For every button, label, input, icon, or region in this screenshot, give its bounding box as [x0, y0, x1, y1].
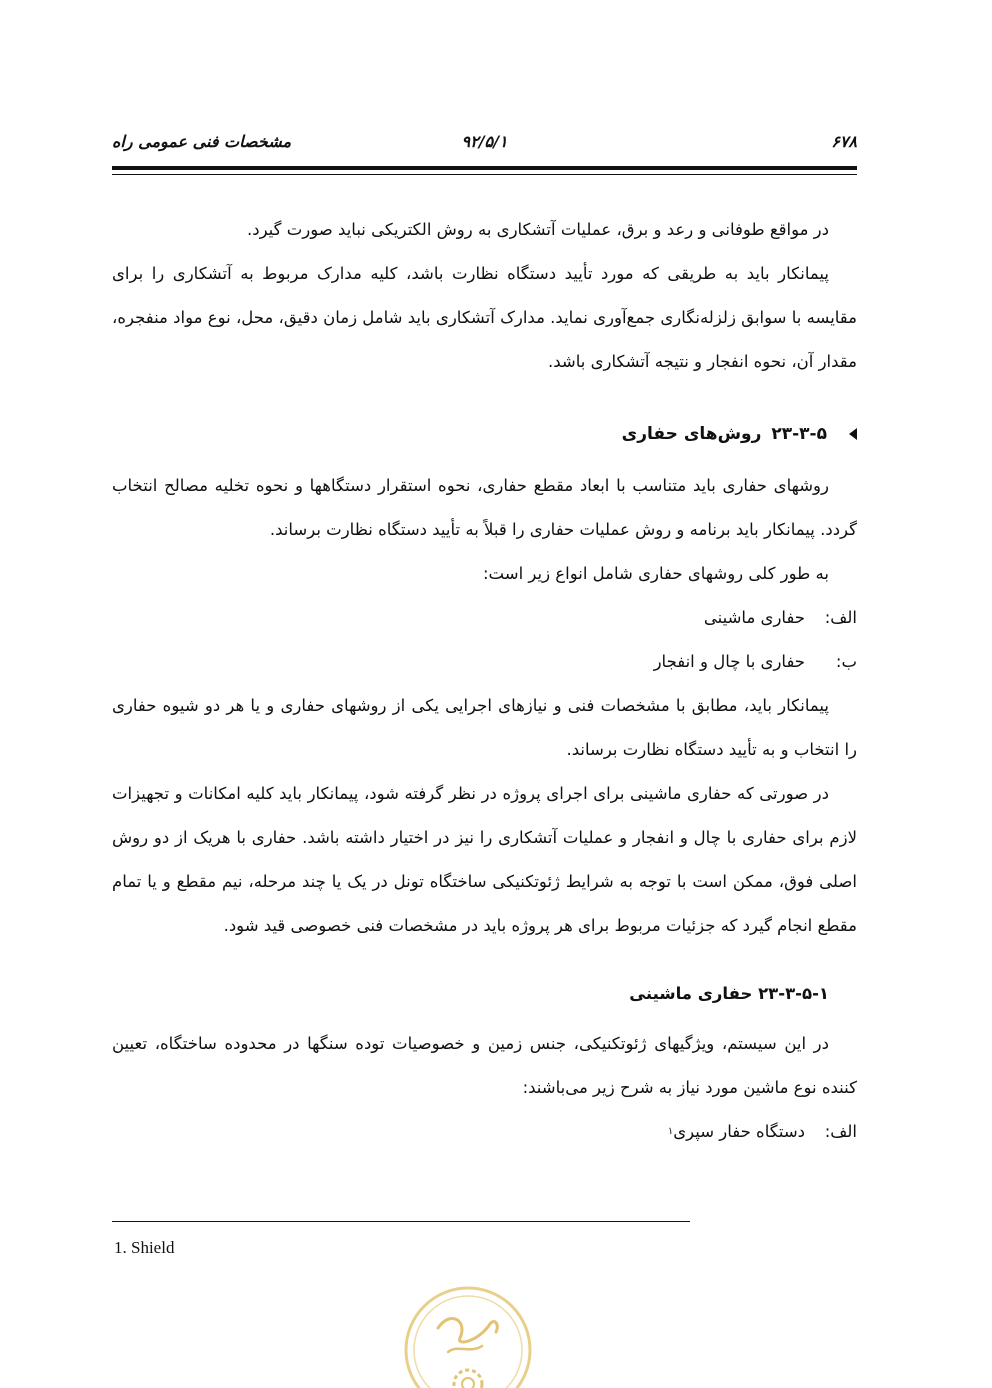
paragraph: به طور کلی روشهای حفاری شامل انواع زیر است: — [482, 564, 829, 583]
watermark-logo — [398, 1280, 538, 1388]
paragraph: در مواقع طوفانی و رعد و برق، عملیات آتشکاری به روش الکتریکی نباید صورت گیرد. — [246, 220, 829, 239]
paragraph: در این سیستم، ویژگیهای ژئوتکنیکی، جنس زمین و خصوصیات توده سنگها در محدوده ساختگاه، تعیین کننده نوع ماشین مورد نیاز به شرح زیر می‌باشند: — [112, 1034, 857, 1097]
list-item-label: الف: — [824, 608, 857, 627]
page-header — [112, 128, 857, 158]
header-page-number: ۶۷۸ — [831, 132, 857, 151]
list-item-text: حفاری با چال و انفجار — [653, 652, 805, 671]
watermark-seal-icon — [398, 1280, 538, 1388]
paragraph: روشهای حفاری باید متناسب با ابعاد مقطع حفاری، نحوه استقرار دستگاهها و نحوه تخلیه مصالح انتخاب گردد. پیمانکار باید برنامه و روش عملیات حفاری را قبلاً به تأیید دستگاه نظارت برساند. — [112, 476, 857, 539]
list-item-label: ب: — [835, 652, 857, 671]
footnote-rule — [112, 1221, 690, 1222]
list-item-text: دستگاه حفار سپری — [673, 1122, 805, 1141]
paragraph: در صورتی که حفاری ماشینی برای اجرای پروژه در نظر گرفته شود، پیمانکار باید کلیه امکانات و تجهیزات لازم برای حفاری با چال و انفجار و عملیات آتشکاری را نیز در اختیار داشته باشد. حفاری با هریک از دو روش اصلی فوق، ممکن است با توجه به شرایط ژئوتکنیکی ساختگاه تونل در یک یا چند مرحله، نیم مقطع و یا تمام مقطع انجام گیرد که جزئیات مربوط برای هر پروژه باید در مشخصات فنی خصوصی قید شود. — [112, 784, 857, 935]
section-heading — [112, 412, 857, 456]
list-item — [112, 1110, 857, 1154]
document-body — [112, 208, 857, 1154]
header-rule-thick — [112, 166, 857, 170]
triangle-marker-icon — [849, 428, 857, 440]
paragraph: پیمانکار باید به طریقی که مورد تأیید دستگاه نظارت باشد، کلیه مدارک مربوط به آتشکاری را برای مقایسه با سوابق زلزله‌نگاری جمع‌آوری نماید. مدارک آتشکاری باید شامل زمان دقیق، محل، نوع مواد منفجره، مقدار آن، نحوه انفجار و نتیجه آتشکاری باشد. — [112, 264, 857, 371]
header-title: مشخصات فنی عمومی راه — [112, 132, 292, 151]
list-item — [112, 596, 857, 640]
header-date: ۹۲/۵/۱ — [461, 132, 508, 151]
paragraph: پیمانکار باید، مطابق با مشخصات فنی و نیازهای اجرایی یکی از روشهای حفاری و یا هر دو شیوه حفاری را انتخاب و به تأیید دستگاه نظارت برساند. — [112, 696, 857, 759]
footnote: 1. Shield — [114, 1238, 175, 1257]
list-item — [112, 640, 857, 684]
section-title: روش‌های حفاری — [621, 424, 762, 444]
list-item-label: الف: — [824, 1122, 857, 1141]
footnote-ref: ۱ — [667, 1126, 674, 1137]
subsection-heading: ۲۳-۳-۵-۱ حفاری ماشینی — [629, 984, 829, 1003]
list-item-text: حفاری ماشینی — [703, 608, 805, 627]
header-rule-thin — [112, 174, 857, 175]
section-number: ۲۳-۳-۵ — [771, 424, 827, 444]
